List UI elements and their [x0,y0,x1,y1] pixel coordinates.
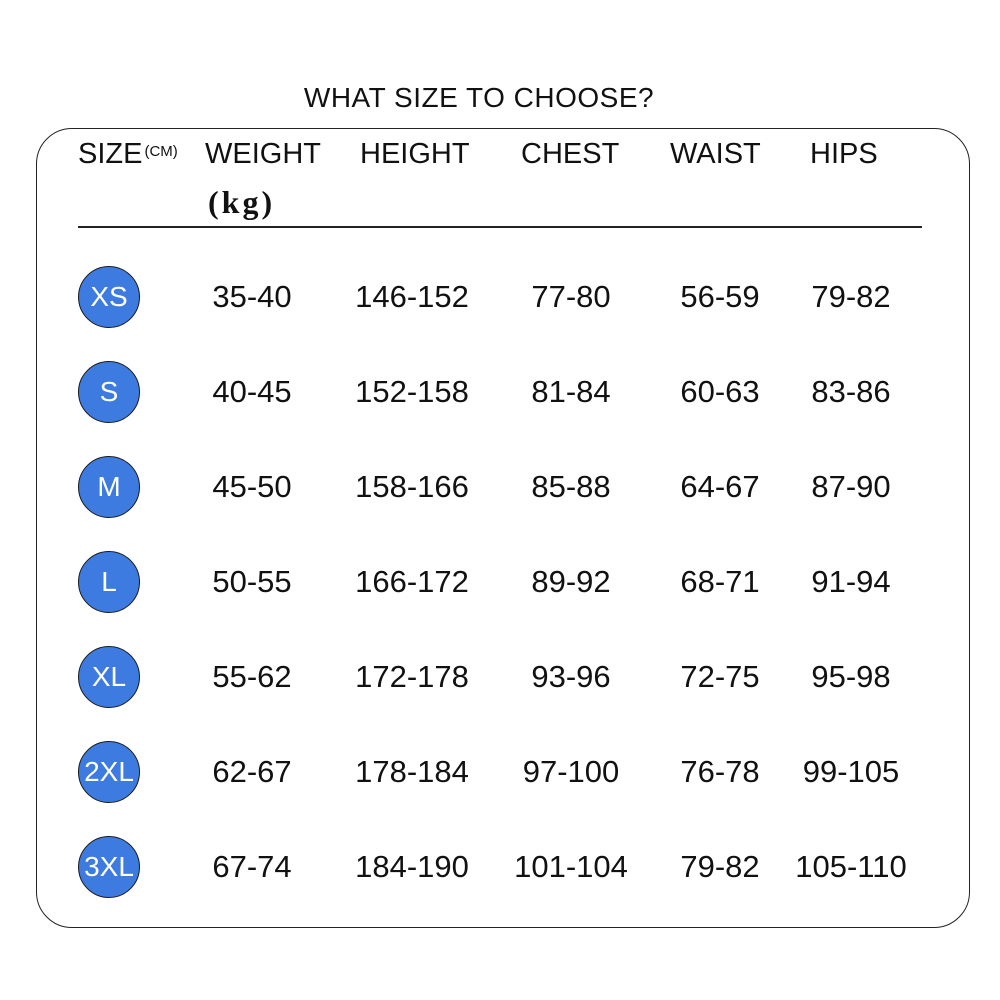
header-weight: WEIGHT [205,138,321,170]
hips-cell: 95-98 [811,659,891,694]
chest-cell: 81-84 [531,374,611,409]
height-cell: 184-190 [355,849,469,884]
hips-cell: 83-86 [811,374,891,409]
page-title: WHAT SIZE TO CHOOSE? [303,82,655,113]
hips-cell: 79-82 [811,279,891,314]
size-chart-card [36,128,970,928]
chest-cell: 93-96 [531,659,611,694]
waist-cell: 56-59 [680,279,760,314]
table-row [0,551,1000,617]
size-badge: L [78,551,140,613]
waist-cell: 76-78 [680,754,760,789]
size-badge: S [78,361,140,423]
weight-cell: 40-45 [212,374,292,409]
header-size-unit: (CM) [144,143,178,160]
header-height: HEIGHT [360,138,470,170]
hips-cell: 87-90 [811,469,891,504]
chest-cell: 101-104 [514,849,628,884]
chest-cell: 89-92 [531,564,611,599]
header-hips: HIPS [810,138,878,170]
waist-cell: 72-75 [680,659,760,694]
table-row [0,361,1000,427]
chest-cell: 85-88 [531,469,611,504]
height-cell: 152-158 [355,374,469,409]
size-badge: XL [78,646,140,708]
height-cell: 158-166 [355,469,469,504]
table-row [0,266,1000,332]
weight-cell: 45-50 [212,469,292,504]
hips-cell: 105-110 [795,849,907,884]
header-chest: CHEST [521,138,620,170]
header-weight-unit: (kg) [208,184,276,220]
weight-cell: 62-67 [212,754,292,789]
size-badge: XS [78,266,140,328]
header-size-label: SIZE [78,138,143,170]
height-cell: 172-178 [355,659,469,694]
table-row [0,836,1000,902]
height-cell: 166-172 [355,564,469,599]
waist-cell: 79-82 [680,849,760,884]
table-row [0,456,1000,522]
weight-cell: 35-40 [212,279,292,314]
waist-cell: 68-71 [680,564,760,599]
waist-cell: 64-67 [680,469,760,504]
height-cell: 178-184 [355,754,469,789]
header-size [78,138,178,171]
weight-cell: 50-55 [212,564,292,599]
chest-cell: 77-80 [531,279,611,314]
hips-cell: 91-94 [811,564,891,599]
waist-cell: 60-63 [680,374,760,409]
weight-cell: 67-74 [212,849,292,884]
header-waist: WAIST [670,138,761,170]
table-row [0,646,1000,712]
weight-cell: 55-62 [212,659,292,694]
header-divider [78,226,922,228]
hips-cell: 99-105 [802,754,900,789]
height-cell: 146-152 [355,279,469,314]
chest-cell: 97-100 [522,754,620,789]
table-row [0,741,1000,807]
size-badge: 3XL [78,836,140,898]
size-badge: 2XL [78,741,140,803]
size-badge: M [78,456,140,518]
